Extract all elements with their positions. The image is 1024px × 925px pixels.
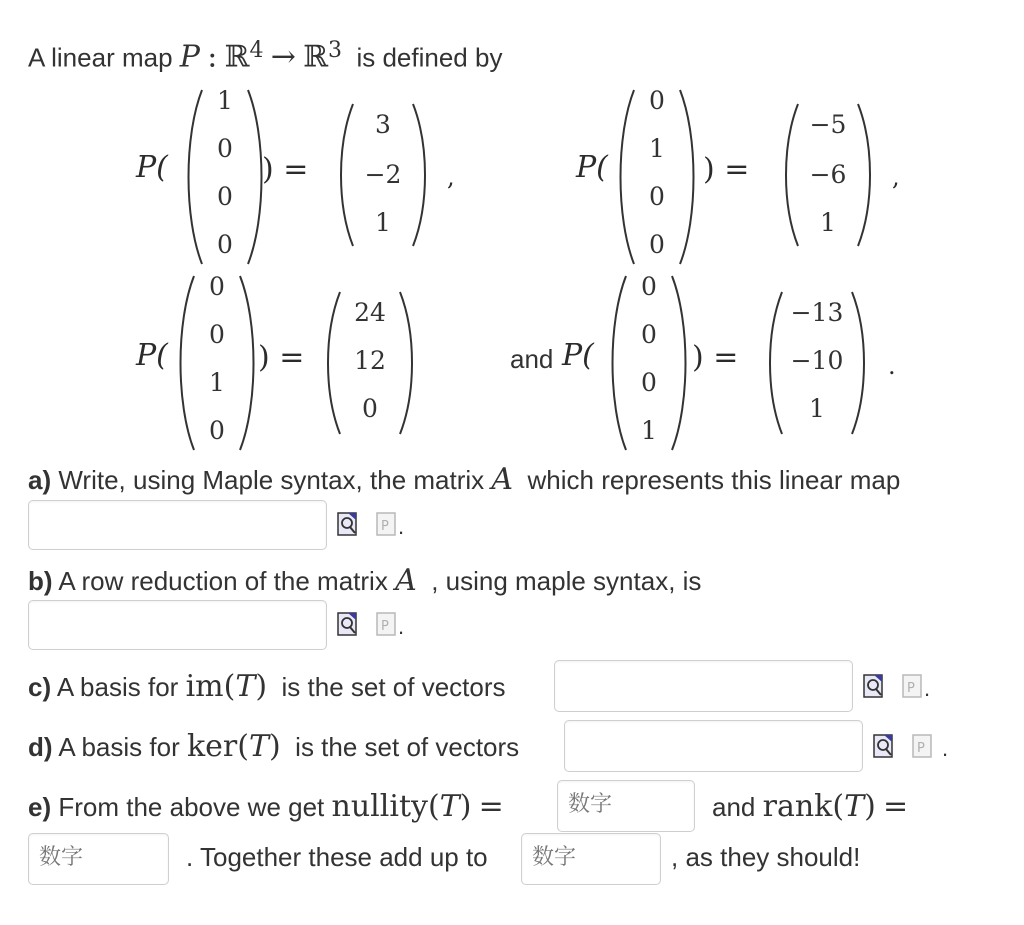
- vector-entry: 1: [809, 394, 825, 423]
- rank-fn: rank: [762, 789, 833, 824]
- vector-entry: 1: [209, 368, 225, 397]
- vector-entry: 0: [641, 368, 657, 397]
- preview-icon[interactable]: [337, 612, 361, 638]
- vector-entry: 0: [217, 230, 233, 259]
- mapping-fn: P(: [136, 338, 168, 373]
- vector-entry: −2: [364, 160, 402, 189]
- part-a-label: a): [28, 465, 52, 495]
- svg-text:P: P: [381, 519, 389, 534]
- together-text: . Together these add up to: [186, 842, 488, 872]
- part-c-question: c) A basis for im(T) is the set of vectors: [28, 669, 506, 704]
- and-text: and: [712, 792, 756, 822]
- part-d-question: d) A basis for ker(T) is the set of vectors: [28, 729, 520, 764]
- intro-text-b: is defined by: [356, 42, 503, 73]
- intro-text-a: A linear map: [28, 42, 173, 73]
- part-a-text-after: which represents this linear map: [527, 465, 901, 495]
- vector-entry: 1: [217, 86, 233, 115]
- input-vector: [180, 86, 270, 268]
- image-basis-input[interactable]: [554, 660, 853, 712]
- part-d-text: A basis for: [58, 732, 180, 762]
- vector-entry: −10: [790, 346, 844, 375]
- part-b-text-after: , using maple syntax, is: [431, 566, 702, 596]
- preview-icon[interactable]: [863, 674, 887, 700]
- svg-text:P: P: [917, 741, 925, 756]
- part-d-text-after: is the set of vectors: [295, 732, 520, 762]
- vector-entry: 1: [641, 416, 657, 445]
- part-b-label: b): [28, 566, 53, 596]
- period: .: [924, 676, 931, 701]
- kernel-basis-input[interactable]: [564, 720, 863, 772]
- paste-icon[interactable]: [912, 734, 936, 760]
- mapping-prefix: and: [510, 344, 554, 374]
- row-reduction-input[interactable]: [28, 600, 327, 650]
- vector-entry: 0: [641, 272, 657, 301]
- sum-input[interactable]: [521, 833, 661, 885]
- vector-entry: 0: [649, 86, 665, 115]
- t-var: T: [235, 669, 256, 704]
- part-a-text: Write, using Maple syntax, the matrix: [58, 465, 485, 495]
- mapping-eq: ) =: [262, 152, 309, 187]
- vector-entry: 24: [354, 298, 386, 327]
- mapping-eq: ) =: [258, 340, 305, 375]
- domain-exponent: 4: [249, 38, 264, 63]
- mapping-fn: P(: [576, 150, 608, 185]
- vector-entry: 0: [217, 182, 233, 211]
- vector-entry: −13: [790, 298, 844, 327]
- vector-entry: 0: [209, 272, 225, 301]
- im-fn: im: [185, 669, 224, 704]
- equals-sign: =: [478, 789, 504, 824]
- vector-entry: 0: [649, 182, 665, 211]
- vector-entry: 12: [354, 346, 386, 375]
- part-c-text: A basis for: [56, 672, 179, 702]
- matrix-answer-input[interactable]: [28, 500, 327, 550]
- rank-label: and rank(T) =: [712, 789, 909, 824]
- part-e-label: e): [28, 792, 52, 822]
- preview-icon[interactable]: [873, 734, 897, 760]
- nullity-fn: nullity: [331, 789, 428, 824]
- period: .: [942, 736, 949, 761]
- mapping-punct: ,: [892, 163, 900, 191]
- output-vector: [320, 288, 420, 438]
- vector-entry: −6: [809, 160, 847, 189]
- input-vector: [604, 272, 694, 454]
- period: .: [398, 514, 405, 539]
- output-vector: [333, 100, 433, 250]
- t-var: T: [439, 789, 460, 824]
- vector-entry: 0: [217, 134, 233, 163]
- end-text: , as they should!: [671, 842, 861, 872]
- paste-icon[interactable]: [376, 612, 400, 638]
- vector-entry: 1: [375, 208, 391, 237]
- equals-sign: =: [883, 789, 909, 824]
- rank-placeholder: 数字: [39, 844, 84, 869]
- mapping-eq: ) =: [692, 340, 739, 375]
- vector-entry: 0: [649, 230, 665, 259]
- paste-icon[interactable]: [902, 674, 926, 700]
- vector-entry: 0: [362, 394, 378, 423]
- output-vector: [762, 288, 872, 438]
- mapping-fn: P(: [562, 338, 594, 373]
- mapping-eq: ) =: [703, 152, 750, 187]
- preview-icon[interactable]: [337, 512, 361, 538]
- part-a-question: [28, 462, 900, 497]
- vector-entry: 0: [209, 320, 225, 349]
- nullity-placeholder: 数字: [568, 791, 613, 816]
- vector-entry: 0: [641, 320, 657, 349]
- vector-entry: 0: [209, 416, 225, 445]
- t-var: T: [844, 789, 865, 824]
- vector-entry: 1: [820, 208, 836, 237]
- input-vector: [172, 272, 262, 454]
- map-name: P: [179, 39, 200, 75]
- vector-entry: 3: [375, 110, 391, 139]
- svg-text:P: P: [907, 681, 915, 696]
- intro-line: [28, 38, 502, 75]
- mapping-fn: P(: [136, 150, 168, 185]
- ker-fn: ker: [186, 729, 238, 764]
- svg-text:P: P: [381, 619, 389, 634]
- nullity-input[interactable]: [557, 780, 695, 832]
- codomain-exponent: 3: [328, 38, 343, 63]
- part-b-text: A row reduction of the matrix: [58, 566, 388, 596]
- sum-placeholder: 数字: [532, 844, 577, 869]
- mapping-punct: .: [888, 352, 896, 380]
- matrix-var: A: [395, 563, 417, 598]
- map-arrow: →: [270, 39, 296, 75]
- output-vector: [778, 100, 878, 250]
- t-var: T: [248, 729, 269, 764]
- codomain-symbol: ℝ: [303, 39, 329, 75]
- rank-input[interactable]: [28, 833, 169, 885]
- matrix-var: A: [491, 462, 514, 497]
- domain-symbol: ℝ: [224, 39, 250, 75]
- part-e-question: e) From the above we get nullity(T) =: [28, 789, 504, 824]
- part-c-text-after: is the set of vectors: [281, 672, 506, 702]
- input-vector: [612, 86, 702, 268]
- vector-entry: −5: [809, 110, 847, 139]
- part-c-label: c): [28, 672, 52, 702]
- vector-entry: 1: [649, 134, 665, 163]
- part-e-text: From the above we get: [58, 792, 325, 822]
- part-d-label: d): [28, 732, 53, 762]
- map-colon: :: [207, 39, 218, 75]
- period: .: [398, 614, 405, 639]
- paste-icon[interactable]: [376, 512, 400, 538]
- mapping-punct: ,: [447, 163, 455, 191]
- part-b-question: [28, 563, 701, 598]
